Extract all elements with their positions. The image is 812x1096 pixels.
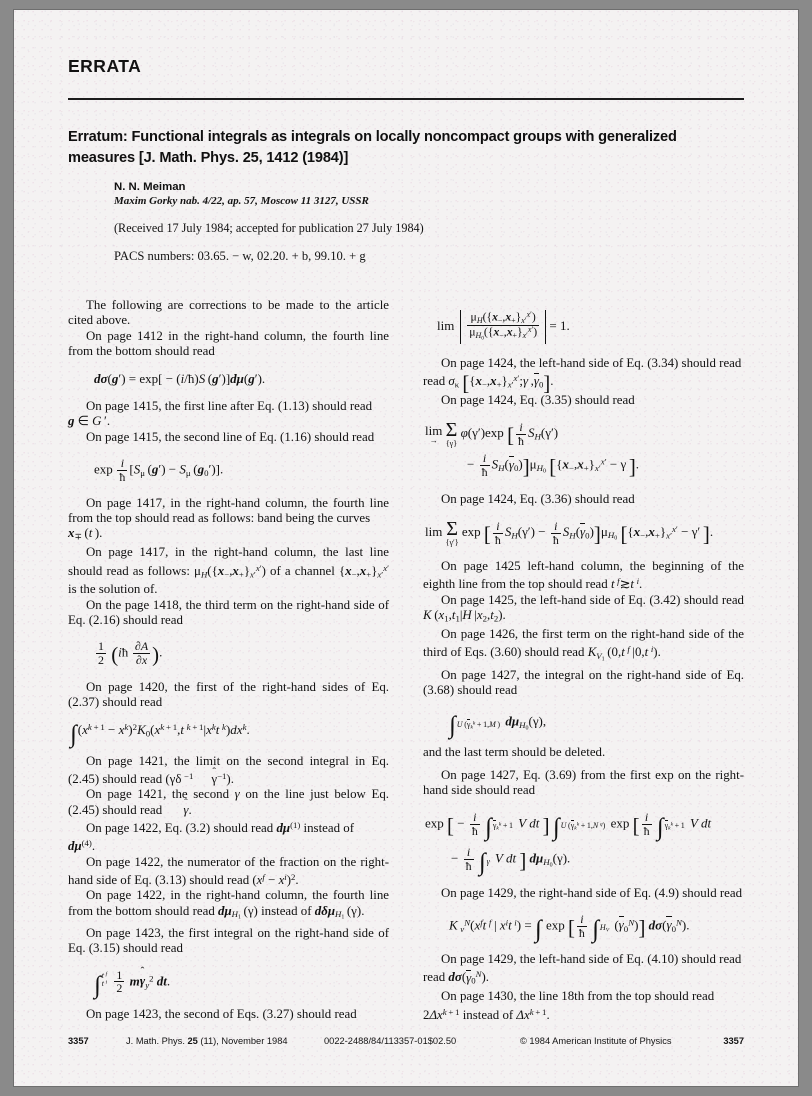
right-column [423, 298, 744, 1023]
page-content [68, 56, 744, 1023]
paragraph: g ∈ G ′. [68, 414, 111, 429]
paragraph-text: On page 1422, Eq. (3.2) should read [86, 820, 277, 835]
paragraph: On page 1421, the second γ on the line just below Eq. (2.45) should read ˆ γ. [68, 787, 389, 818]
received-date: (Received 17 July 1984; accepted for publication 27 July 1984) [114, 221, 424, 235]
equation-3-68: ∫ U ($\gamma_k^k + 1,M$ ) $d\mu_{H_0}(\gamma)$, [449, 712, 547, 740]
footer-article-code: 0022-2488/84/113357-01$02.50 [324, 1036, 457, 1046]
header-rule [68, 98, 744, 100]
paragraph: On page 1422, the numerator of the fraction on the right-hand side of Eq. (3.13) should read $(x^f - x^i)^2$. [68, 854, 389, 887]
paragraph-text: . [106, 414, 111, 429]
paragraph-text: On page 1422, the numerator of the fraction on the right-hand side of Eq. (3.13) should read [68, 854, 389, 887]
paragraph-text: On page 1429, the right-hand side of Eq. (4.9) should read [441, 885, 743, 900]
paragraph: On page 1425 left-hand column, the beginning of the eighth line from the top should read t $^f$≳t $^i$. [423, 559, 744, 592]
paragraph: On page 1423, the second of Eqs. (3.27) should read [86, 1007, 357, 1022]
left-column [68, 298, 389, 1023]
paragraph-text: . [188, 802, 192, 817]
paragraph: On page 1421, the limit on the second integral in Eq. (2.45) should read (γδ $^{-1}$ ˆ $\gamma^{-1}$). [68, 754, 389, 788]
paragraph-text: On page 1421, the limit on the second integral in Eq. (2.45) should read [68, 753, 389, 787]
paragraph: read $\sigma_\kappa$ [$\{x_-,x_+\}_{x'}^{x'};\gamma$ $,\gamma_0$]. [423, 372, 554, 395]
footer-page-number-right: 3357 [723, 1036, 744, 1046]
paragraph-text: On page 1415, the first line after Eq. (1.13) should read [86, 399, 373, 414]
paragraph: On page 1427, the integral on the right-hand side of Eq. (3.68) should read [423, 667, 744, 697]
page-footer [68, 1036, 744, 1046]
paragraph-text: On page 1424, the left-hand side of Eq. (3.34) should read [441, 355, 742, 370]
paragraph: On page 1425, the left-hand side of Eq. (3.42) should read K ($x_1,t_1|H$ $|x_2,t_2$). [423, 592, 744, 624]
paragraph: On page 1423, the first integral on the right-hand side of Eq. (3.15) should read [68, 925, 389, 956]
paragraph-text: instead of [300, 820, 355, 835]
paragraph-text: . [639, 577, 643, 592]
equation-4-9: K $_\nu^N(x^ft$ $^f$ | $x^it$ $^i$) = ∫ exp [ $\frac{i}{ħ}$ ∫ $H_V$ $(\gamma_0^N)$] $d\sigma(\gamma_0^N)$. [449, 911, 690, 944]
paragraph-text: On page 1426, the first term on the right-hand side of the third of Eqs. (3.60) should read [423, 626, 744, 660]
byline-block [114, 181, 744, 264]
two-column-body [68, 298, 744, 1023]
paragraph-text: . [99, 526, 103, 541]
author-name: N. N. Meiman [114, 181, 186, 193]
paragraph-text: On page 1421, the second [86, 787, 235, 802]
paragraph-text: On page 1425 left-hand column, the beginning of the eighth line from the top should read [423, 559, 744, 592]
paragraph-text: instead of [459, 1007, 517, 1022]
paragraph-text: . [502, 608, 506, 623]
paragraph [68, 399, 389, 414]
equation-3-35: lim → Σ {γ} φ(γ′)exp [ $\frac{i}{ħ}$ $S_H(\gamma')$ − $\frac{i}{ħ}$ $S_H(\gamma_0)]\mu_{H_0}$ [$\{x_-,x_+\}_{x'}^{x'} - \gamma$ ]. [425, 419, 640, 480]
equation-integral-K0: $\int(x^{k + 1} - x^k)^2K_0(x^{k + 1},t$ $^{k + 1}|x^kt$ $^k)dx^k$. [70, 721, 250, 749]
paragraph-text: . [361, 903, 365, 918]
equation-integral-kinetic: ∫ t $^f$ t $^i$ $\frac{1}{2}$ mˆ $\gamma_y^2$ dt. [68, 969, 389, 996]
paragraph: $x_\mp$ (t ). [68, 526, 103, 542]
pacs-numbers: PACS numbers: 03.65. − w, 02.20. + b, 99.10. + g [114, 249, 366, 263]
paragraph: and the last term should be deleted. [423, 744, 606, 759]
footer-copyright: © 1984 American Institute of Physics [520, 1036, 672, 1046]
footer-journal-volume: 25 [187, 1036, 198, 1046]
footer-page-number-left: 3357 [68, 1036, 89, 1046]
equation-dsigma: dσ(g′) = exp[ − (i/ħ)S (g′)]dμ(g′). [94, 371, 266, 387]
footer-journal-issue-date: (11), November 1984 [197, 1036, 288, 1046]
paragraph: On page 1427, Eq. (3.69) from the first exp on the right-hand side should read [423, 768, 744, 798]
equation-3-69: exp [ − $\frac{i}{ħ}$ ∫ $\gamma_k^k + 1$ V dt ] ∫ U ($\gamma_k^k + 1,N$ $^q$) exp [ $\frac{i}{ħ}$ ∫ $\gamma_k^k + 1$ V dt − $\frac{i}{ħ}$ ∫ γ V dt ] $d\mu_{H_0}(\gamma)$. [425, 809, 712, 877]
paragraph: On the page 1418, the third term on the right-hand side of Eq. (2.16) should read [68, 597, 389, 627]
paragraph [68, 496, 389, 527]
paragraph-text: instead of [257, 903, 315, 918]
paragraph [423, 989, 744, 1004]
paragraph-text: of a channel [265, 563, 339, 578]
footer-journal-citation [126, 1036, 324, 1046]
paragraph-text: On page 1417, in the right-hand column, the last line should read as follows: [68, 545, 389, 578]
paragraph-text: On page 1429, the left-hand side of Eq. (4.10) should read [441, 952, 742, 967]
paragraph-text: . [295, 872, 299, 887]
paragraph: On page 1424, Eq. (3.35) should read [441, 392, 635, 407]
paragraph [423, 356, 744, 371]
paragraph-text: on the line just below Eq. (2.45) should read [68, 787, 389, 817]
equation-half-ihbar: $\frac{1}{2}$ (iħ $\frac{\partial A}{\partial x}$ ). [98, 639, 163, 668]
paragraph-text: . [550, 373, 554, 388]
author-affiliation: Maxim Gorky nab. 4/22, ap. 57, Moscow 11 3127, USSR [114, 195, 369, 207]
paragraph-text: On page 1417, in the right-hand column, the fourth line from the top should read as follows: band being the curves [68, 495, 389, 526]
paragraph-text: On page 1425, the left-hand side of Eq. (3.42) should read [441, 592, 744, 607]
article-title: Erratum: Functional integrals as integrals on locally noncompact groups with generalized measures [J. Math. Phys. 25, 1412 (1984)] [68, 129, 677, 166]
paragraph-text: . [91, 839, 96, 854]
paragraph: $d\mu^{(4)}$. [68, 838, 96, 854]
paragraph-text: . [230, 772, 234, 787]
paragraph: On page 1420, the first of the right-hand sides of Eq. (2.37) should read [68, 679, 389, 709]
equation-3-36: lim Σ {γ′} exp [ $\frac{i}{ħ}$ $S_H(\gamma')$ − $\frac{i}{ħ}$ $S_H(\gamma_0)]\mu_{H_0}$ [$\{x_-,x_+\}_{x'}^{x'} - \gamma'$ ]. [425, 517, 714, 548]
paragraph: On page 1424, Eq. (3.36) should read [441, 491, 635, 506]
paragraph: The following are corrections to be made to the article cited above. [68, 298, 389, 328]
paragraph: On page 1426, the first term on the right-hand side of the third of Eqs. (3.60) should read $K_{V_1}$ (0,t $^f$ |0,t $^i$). [423, 626, 744, 663]
footer-journal-name: J. Math. Phys. [126, 1036, 188, 1046]
paragraph-text: . [546, 1007, 550, 1022]
paragraph: On page 1417, in the right-hand column, the last line should read as follows: $\mu_H(\{x_-,x_+\}_{x'}^{x'})$ of a channel $\{x_-,x_+\}_{x'}^{x'}$ is the solution of. [68, 545, 389, 597]
paragraph: $2\Delta x^{k + 1}$ instead of $\Delta x^{k + 1}$. [423, 1006, 550, 1022]
paragraph [423, 886, 744, 901]
paragraph [423, 952, 744, 967]
paragraph: On page 1422, Eq. (3.2) should read $d\mu^{(1)}$ instead of [86, 819, 355, 835]
paragraph-text: On page 1430, the line 18th from the top should read [441, 989, 715, 1004]
paragraph-text: is the solution of. [68, 582, 158, 597]
paragraph-text: . [657, 645, 661, 660]
scanned-page [14, 10, 798, 1086]
equation-exp-S: exp $\frac{i}{ħ}$ [$S_\mu$ $(g') - S_\mu$ $(g_0')$]. [94, 456, 224, 484]
paragraph: On page 1412 in the right-hand column, the fourth line from the bottom should read [68, 328, 389, 358]
equation-limit-ratio: lim $\frac{\mu_H(\{x_-,x_+\}_{x'}^{x'})}{\mu_{H_0}(\{x_-,x_+\}_{x'}^{x'})}$ = 1. [437, 310, 570, 342]
paragraph: On page 1415, the second line of Eq. (1.16) should read [86, 429, 375, 444]
paragraph-text: . [485, 970, 489, 985]
section-heading: ERRATA [68, 56, 142, 76]
paragraph: read $d\sigma(\gamma_0^N)$. [423, 969, 489, 986]
paragraph: On page 1422, in the right-hand column, the fourth line from the bottom should read $d\mu_{H_1}$ (γ) instead of dδμ$_{H_1}$ (γ). [68, 888, 389, 921]
paragraph-text: On page 1422, in the right-hand column, the fourth line from the bottom should read [68, 888, 389, 918]
